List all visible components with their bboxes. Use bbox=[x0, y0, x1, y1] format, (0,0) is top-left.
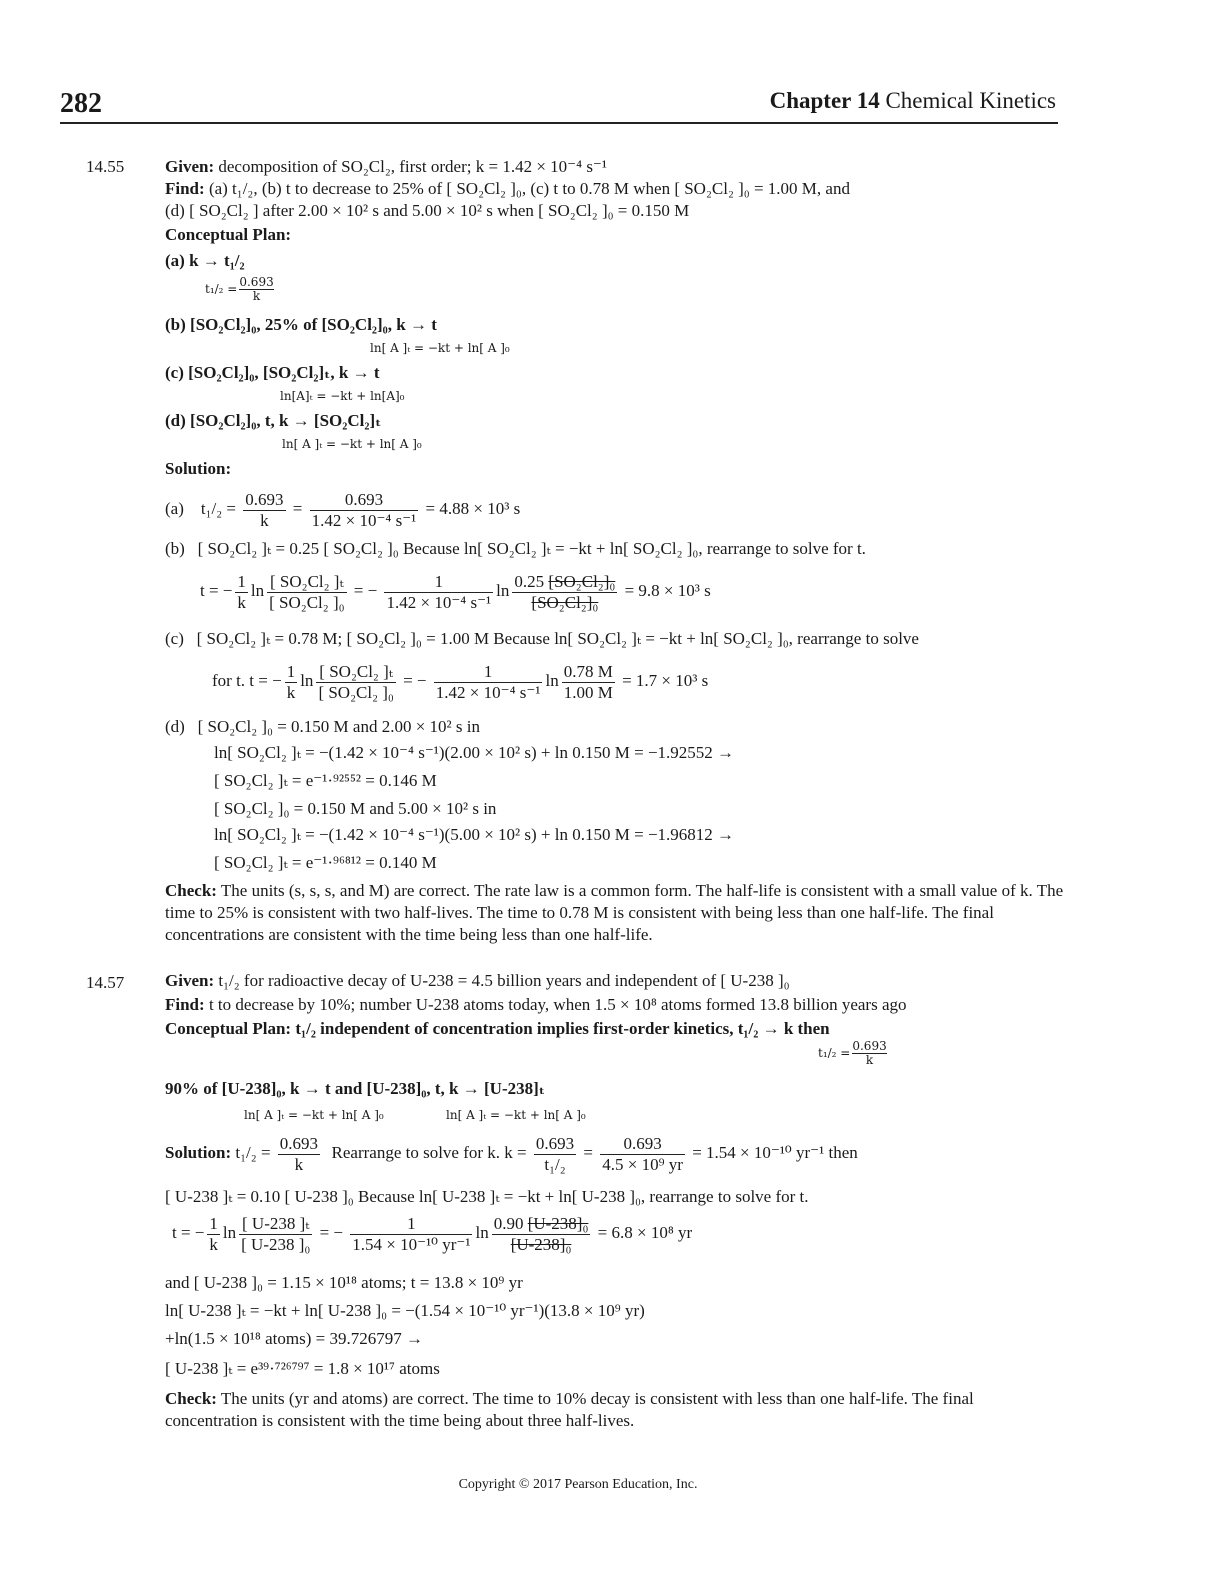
solution-label: Solution: bbox=[165, 459, 232, 478]
fraction bbox=[384, 572, 493, 612]
plan-equation: ln[ A ]ₜ = −kt + ln[ A ]₀ bbox=[244, 1108, 384, 1122]
equation-lhs: t₁/₂ = bbox=[818, 1046, 851, 1061]
ln: ln bbox=[300, 670, 314, 690]
plan-text: t₁/₂ independent of concentration implies first-order kinetics, t₁/₂ → k then bbox=[295, 1019, 830, 1038]
denominator: 4.5 × 10⁹ yr bbox=[602, 1154, 683, 1174]
fraction bbox=[285, 662, 298, 702]
equals-minus: = − bbox=[403, 670, 427, 690]
numerator: 0.693 bbox=[623, 1134, 662, 1153]
solution-label: Solution: bbox=[165, 1142, 232, 1162]
denominator: 1.00 M bbox=[563, 682, 613, 702]
fraction bbox=[852, 1040, 886, 1067]
solution-line: [ U-238 ]ₜ = e³⁹·⁷²⁶⁷⁹⁷ = 1.8 × 10¹⁷ atoms bbox=[165, 1359, 440, 1378]
plan-equation bbox=[818, 1040, 889, 1067]
equation-lhs: t₁/₂ = bbox=[200, 498, 237, 518]
cancelled-term: [SO₂Cl₂]₀ bbox=[548, 572, 616, 591]
chapter-title: Chemical Kinetics bbox=[885, 88, 1056, 113]
fraction bbox=[267, 572, 346, 612]
result: = 1.7 × 10³ s bbox=[622, 670, 709, 690]
plan-label: Conceptual Plan: bbox=[165, 1019, 292, 1038]
solution-line: and [ U-238 ]₀ = 1.15 × 10¹⁸ atoms; t = 13.8 × 10⁹ yr bbox=[165, 1273, 523, 1292]
fraction bbox=[600, 1134, 685, 1174]
fraction bbox=[350, 1214, 472, 1254]
plan-equation: ln[ A ]ₜ = −kt + ln[ A ]₀ bbox=[446, 1108, 586, 1122]
equation-lhs: t₁/₂ = bbox=[235, 1142, 271, 1162]
fraction bbox=[534, 1134, 576, 1174]
solution-d-line: [ SO₂Cl₂ ]₀ = 0.150 M and 2.00 × 10² s in bbox=[197, 717, 480, 736]
denominator: k bbox=[243, 510, 285, 531]
header-rule bbox=[60, 122, 1058, 124]
solution-d-line: ln[ SO₂Cl₂ ]ₜ = −(1.42 × 10⁻⁴ s⁻¹)(5.00 × 10² s) + ln 0.150 M = −1.96812 → bbox=[214, 825, 735, 844]
numerator: 1 bbox=[209, 1214, 218, 1233]
fraction bbox=[310, 490, 419, 530]
find-label: Find: bbox=[165, 179, 205, 198]
cancelled-denominator: [SO₂Cl₂]₀ bbox=[512, 592, 617, 613]
given-line bbox=[165, 156, 1074, 178]
numerator: 1 bbox=[434, 572, 444, 591]
ln: ln bbox=[545, 670, 559, 690]
find-line bbox=[165, 178, 1074, 200]
fraction bbox=[239, 276, 273, 303]
fraction bbox=[239, 1214, 312, 1254]
given-label: Given: bbox=[165, 157, 215, 176]
numerator: 1 bbox=[407, 1214, 416, 1233]
find-text: t to decrease by 10%; number U-238 atoms today, when 1.5 × 10⁸ atoms formed 13.8 billion years ago bbox=[208, 995, 907, 1014]
solution-d-line: [ SO₂Cl₂ ]ₜ = e⁻¹·⁹⁶⁸¹² = 0.140 M bbox=[214, 853, 437, 872]
given-text: decomposition of SO₂Cl₂, first order; k = 1.42 × 10⁻⁴ s⁻¹ bbox=[218, 157, 608, 176]
ln: ln bbox=[222, 1222, 237, 1242]
denominator: 1.54 × 10⁻¹⁰ yr⁻¹ bbox=[352, 1234, 471, 1254]
cancelled-denominator: [U-238]₀ bbox=[492, 1234, 591, 1255]
part-label: (b) bbox=[165, 539, 185, 558]
numerator bbox=[512, 572, 617, 592]
equals-minus: = − bbox=[353, 580, 378, 600]
solution-b bbox=[165, 538, 1074, 560]
solution-line: ln[ U-238 ]ₜ = −kt + ln[ U-238 ]₀ = −(1.54 × 10⁻¹⁰ yr⁻¹)(13.8 × 10⁹ yr) bbox=[165, 1301, 645, 1320]
solution-line bbox=[165, 1134, 1074, 1174]
equation-lhs: t = − bbox=[200, 580, 233, 600]
result: = 9.8 × 10³ s bbox=[624, 580, 711, 600]
plan-line bbox=[165, 1018, 1074, 1040]
numerator: [ SO₂Cl₂ ]ₜ bbox=[319, 662, 393, 681]
solution-line: [ U-238 ]ₜ = 0.10 [ U-238 ]₀ Because ln[ U-238 ]ₜ = −kt + ln[ U-238 ]₀, rearrange to solve for t. bbox=[165, 1187, 809, 1206]
solution-c bbox=[165, 628, 1074, 650]
check-paragraph bbox=[165, 1388, 1064, 1432]
given-label: Given: bbox=[165, 971, 215, 990]
ln: ln bbox=[250, 580, 265, 600]
fraction bbox=[434, 662, 543, 702]
numerator: 0.693 bbox=[852, 1039, 887, 1053]
fraction bbox=[492, 1214, 591, 1254]
solution-t-equation bbox=[172, 1214, 1074, 1254]
page-number: 282 bbox=[60, 88, 102, 119]
plan-c: (c) [SO₂Cl₂]₀, [SO₂Cl₂]ₜ, k → t bbox=[165, 363, 380, 382]
fraction bbox=[316, 662, 395, 702]
numerator: 1 bbox=[237, 572, 246, 591]
find-label: Find: bbox=[165, 995, 205, 1014]
solution-line: +ln(1.5 × 10¹⁸ atoms) = 39.726797 → bbox=[165, 1329, 423, 1348]
solution-c-equation bbox=[212, 662, 1074, 702]
equation-lhs: for t. t = − bbox=[212, 670, 282, 690]
numerator: 0.693 bbox=[239, 275, 274, 289]
fraction bbox=[235, 572, 248, 612]
denominator: t₁/₂ bbox=[534, 1154, 576, 1175]
plan-label: Conceptual Plan: bbox=[165, 225, 292, 244]
numerator: [ U-238 ]ₜ bbox=[242, 1214, 310, 1233]
part-label: (d) bbox=[165, 717, 185, 736]
equation-lhs: t₁/₂ = bbox=[205, 282, 238, 297]
denominator: [ U-238 ]₀ bbox=[241, 1234, 311, 1254]
solution-d-line: [ SO₂Cl₂ ]₀ = 0.150 M and 5.00 × 10² s in bbox=[214, 799, 497, 818]
numerator: [ SO₂Cl₂ ]ₜ bbox=[270, 572, 344, 591]
numerator: 0.693 bbox=[344, 490, 384, 509]
fraction bbox=[278, 1134, 320, 1174]
denominator: 1.42 × 10⁻⁴ s⁻¹ bbox=[311, 510, 417, 530]
numerator bbox=[492, 1214, 591, 1234]
denominator: k bbox=[852, 1053, 886, 1067]
copyright-footer: Copyright © 2017 Pearson Education, Inc. bbox=[458, 1477, 698, 1492]
plan-line-2: 90% of [U-238]₀, k → t and [U-238]₀, t, k → [U-238]ₜ bbox=[165, 1079, 546, 1098]
denominator: [ SO₂Cl₂ ]₀ bbox=[269, 592, 345, 612]
chapter-heading bbox=[770, 86, 1056, 116]
problem-number-57: 14.57 bbox=[86, 973, 125, 992]
fraction bbox=[243, 490, 285, 530]
solution-d-line: [ SO₂Cl₂ ]ₜ = e⁻¹·⁹²⁵⁵² = 0.146 M bbox=[214, 771, 437, 790]
plan-b-equation: ln[ A ]ₜ = −kt + ln[ A ]₀ bbox=[370, 341, 510, 355]
numerator: 0.78 M bbox=[563, 662, 613, 681]
result: = 1.54 × 10⁻¹⁰ yr⁻¹ then bbox=[692, 1142, 858, 1162]
check-label: Check: bbox=[165, 881, 217, 900]
check-text: The units (yr and atoms) are correct. The time to 10% decay is consistent with less than one half-life. The final concentration is consistent with the time being about three half-lives. bbox=[165, 1389, 974, 1431]
solution-d bbox=[165, 716, 1074, 738]
find-text: (a) t₁/₂, (b) t to decrease to 25% of [ SO₂Cl₂ ]₀, (c) t to 0.78 M when [ SO₂Cl₂ ]₀ = 1.00 M, and bbox=[208, 179, 850, 198]
fraction bbox=[562, 662, 615, 702]
coefficient: 0.25 bbox=[514, 572, 545, 591]
part-label: (a) bbox=[165, 498, 184, 518]
part-label: (c) bbox=[165, 629, 184, 648]
given-line bbox=[165, 970, 1074, 992]
result: = 6.8 × 10⁸ yr bbox=[597, 1222, 693, 1242]
given-text: t₁/₂ for radioactive decay of U-238 = 4.5 billion years and independent of [ U-238 ]₀ bbox=[218, 971, 790, 990]
check-text: The units (s, s, s, and M) are correct. The rate law is a common form. The half-life is consistent with a small value of k. The time to 25% is consistent with two half-lives. The time to 0.78 M is consistent with being less than one half-life. The final concentrations are consistent with the time being less than one half-life. bbox=[165, 881, 1064, 945]
fraction bbox=[512, 572, 617, 612]
plan-d: (d) [SO₂Cl₂]₀, t, k → [SO₂Cl₂]ₜ bbox=[165, 411, 382, 430]
coefficient: 0.90 bbox=[493, 1214, 524, 1233]
solution-c-text: [ SO₂Cl₂ ]ₜ = 0.78 M; [ SO₂Cl₂ ]₀ = 1.00 M Because ln[ SO₂Cl₂ ]ₜ = −kt + ln[ SO₂Cl₂ ]₀, rearrange to solve bbox=[196, 629, 919, 648]
numerator: 1 bbox=[286, 662, 296, 681]
check-paragraph bbox=[165, 880, 1064, 946]
equation-lhs: t = − bbox=[172, 1222, 205, 1242]
numerator: 0.693 bbox=[245, 490, 284, 509]
solution-b-text: [ SO₂Cl₂ ]ₜ = 0.25 [ SO₂Cl₂ ]₀ Because ln[ SO₂Cl₂ ]ₜ = −kt + ln[ SO₂Cl₂ ]₀, rearrange to solve for t. bbox=[197, 539, 866, 558]
find-line-2: (d) [ SO₂Cl₂ ] after 2.00 × 10² s and 5.00 × 10² s when [ SO₂Cl₂ ]₀ = 0.150 M bbox=[165, 201, 690, 220]
solution-a bbox=[165, 490, 1074, 530]
chapter-label: Chapter 14 bbox=[769, 88, 880, 113]
plan-d-equation: ln[ A ]ₜ = −kt + ln[ A ]₀ bbox=[282, 437, 422, 451]
denominator: k bbox=[239, 289, 273, 303]
cancelled-term: [U-238]₀ bbox=[527, 1214, 589, 1233]
denominator: 1.42 × 10⁻⁴ s⁻¹ bbox=[386, 592, 492, 612]
denominator: k bbox=[209, 1234, 218, 1254]
equals-minus: = − bbox=[319, 1222, 344, 1242]
plan-b: (b) [SO₂Cl₂]₀, 25% of [SO₂Cl₂]₀, k → t bbox=[165, 315, 437, 334]
equals-sign: = bbox=[583, 1142, 593, 1162]
problem-number-55: 14.55 bbox=[86, 157, 125, 176]
numerator: 0.693 bbox=[279, 1134, 319, 1153]
ln: ln bbox=[496, 580, 510, 600]
denominator: k bbox=[286, 682, 296, 702]
check-label: Check: bbox=[165, 1389, 217, 1408]
fraction bbox=[207, 1214, 220, 1254]
solution-b-equation bbox=[200, 572, 1074, 612]
denominator: k bbox=[237, 592, 246, 612]
plan-a-equation bbox=[205, 276, 276, 303]
rearrange-text: Rearrange to solve for k. k = bbox=[331, 1142, 527, 1162]
plan-a: (a) k → t₁/₂ bbox=[165, 251, 245, 270]
denominator: [ SO₂Cl₂ ]₀ bbox=[318, 682, 394, 702]
equals-sign: = bbox=[292, 498, 303, 518]
numerator: 0.693 bbox=[535, 1134, 575, 1153]
numerator: 1 bbox=[483, 662, 493, 681]
plan-c-equation: ln[A]ₜ = −kt + ln[A]₀ bbox=[280, 389, 405, 403]
solution-d-line: ln[ SO₂Cl₂ ]ₜ = −(1.42 × 10⁻⁴ s⁻¹)(2.00 × 10² s) + ln 0.150 M = −1.92552 → bbox=[214, 743, 735, 762]
find-line bbox=[165, 994, 1074, 1016]
denominator: k bbox=[278, 1154, 320, 1175]
denominator: 1.42 × 10⁻⁴ s⁻¹ bbox=[435, 682, 541, 702]
ln: ln bbox=[475, 1222, 489, 1242]
result: = 4.88 × 10³ s bbox=[425, 498, 521, 518]
